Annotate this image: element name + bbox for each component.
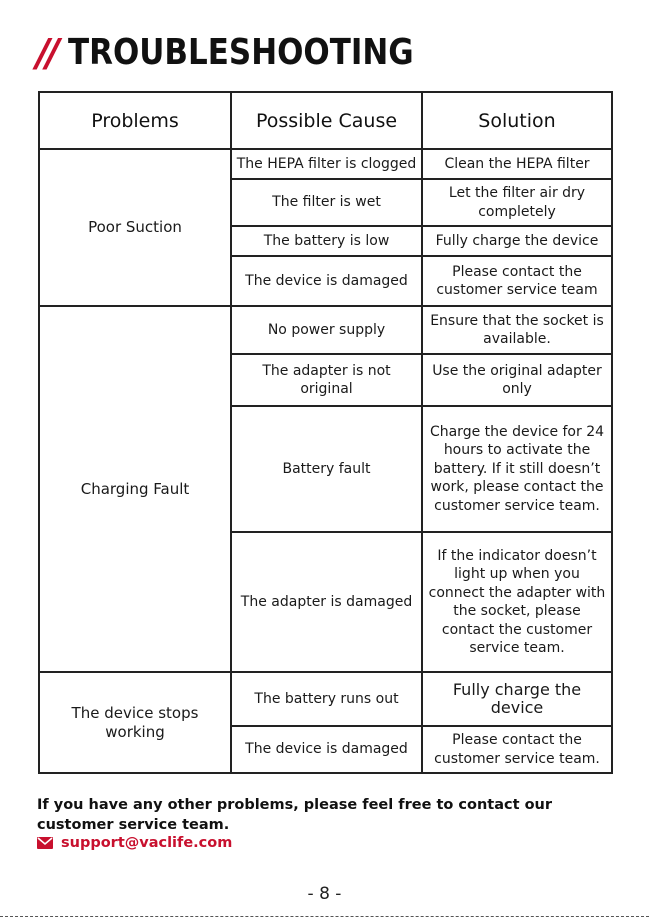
solution-cell: Let the filter air dry completely — [422, 179, 612, 226]
solution-cell: Please contact the customer service team — [422, 256, 612, 306]
envelope-icon — [37, 837, 53, 849]
troubleshooting-table — [38, 91, 613, 774]
cause-cell: No power supply — [231, 306, 422, 354]
column-header-problems: Problems — [39, 92, 231, 149]
page-number: - 8 - — [307, 884, 342, 904]
table-header-row — [39, 92, 612, 149]
table-row — [39, 149, 612, 179]
cause-cell: The device is damaged — [231, 726, 422, 773]
email-line — [37, 835, 232, 851]
page-heading — [36, 30, 470, 76]
email-link[interactable]: support@vaclife.com — [61, 835, 233, 851]
cause-cell: Battery fault — [231, 406, 422, 532]
cause-cell: The filter is wet — [231, 179, 422, 226]
title-slash-mark: // — [36, 31, 56, 75]
solution-cell: Fully charge the device — [422, 226, 612, 256]
table-row — [39, 306, 612, 354]
table-row — [39, 672, 612, 726]
contact-note: If you have any other problems, please feel free to contact our customer service team. — [37, 797, 553, 833]
cause-cell: The battery runs out — [231, 672, 422, 726]
solution-cell: Clean the HEPA filter — [422, 149, 612, 179]
cause-cell: The device is damaged — [231, 256, 422, 306]
problem-cell: The device stops working — [39, 672, 231, 773]
page-title: TROUBLESHOOTING — [67, 32, 414, 73]
cause-cell: The HEPA filter is clogged — [231, 149, 422, 179]
solution-cell: Please contact the customer service team. — [422, 726, 612, 773]
solution-cell: If the indicator doesn’t light up when you connect the adapter with the socket, please contact the customer service team. — [422, 532, 612, 672]
problem-cell: Charging Fault — [39, 306, 231, 672]
cause-cell: The battery is low — [231, 226, 422, 256]
cause-cell: The adapter is not original — [231, 354, 422, 406]
solution-cell: Fully charge the device — [422, 672, 612, 726]
cause-cell: The adapter is damaged — [231, 532, 422, 672]
solution-cell: Charge the device for 24 hours to activate the battery. If it still doesn’t work, please contact the customer service team. — [422, 406, 612, 532]
column-header-solution: Solution — [422, 92, 612, 149]
problem-cell: Poor Suction — [39, 149, 231, 306]
solution-cell: Ensure that the socket is available. — [422, 306, 612, 354]
solution-cell: Use the original adapter only — [422, 354, 612, 406]
bottom-divider — [0, 916, 649, 917]
column-header-cause: Possible Cause — [231, 92, 422, 149]
